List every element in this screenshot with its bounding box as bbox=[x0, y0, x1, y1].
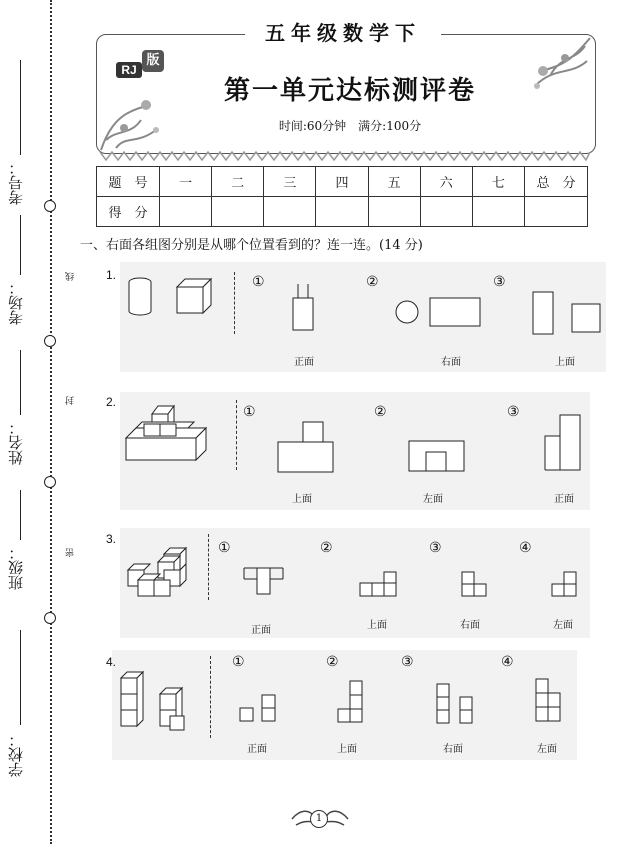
divider-dashed bbox=[236, 400, 237, 470]
edition-badge: 版 bbox=[142, 50, 164, 72]
floral-ornament-right bbox=[525, 36, 593, 116]
option-mark-3: ③ bbox=[507, 404, 520, 420]
table-cell: 五 bbox=[368, 167, 420, 197]
decorative-zigzag-border bbox=[100, 150, 590, 162]
table-row bbox=[97, 197, 588, 227]
option-mark-1: ① bbox=[232, 654, 245, 670]
page-number: 1 bbox=[310, 810, 328, 828]
table-cell: 四 bbox=[316, 167, 368, 197]
score-table bbox=[96, 166, 588, 227]
q4-view-4 bbox=[533, 676, 565, 726]
q3-view-1 bbox=[242, 565, 287, 600]
name-label: 姓名： bbox=[7, 420, 25, 465]
view-label: 右面 bbox=[443, 744, 463, 755]
q1-view-1 bbox=[290, 282, 320, 332]
divider-dashed bbox=[234, 272, 235, 334]
table-cell: 总 分 bbox=[525, 167, 588, 197]
table-cell: 得 分 bbox=[97, 197, 160, 227]
table-cell: 七 bbox=[472, 167, 524, 197]
score-input-cell[interactable] bbox=[472, 197, 524, 227]
q4-view-2 bbox=[335, 678, 367, 726]
option-mark-2: ② bbox=[374, 404, 387, 420]
option-mark-4: ④ bbox=[501, 654, 514, 670]
school-label: 学校： bbox=[7, 732, 25, 777]
option-mark-1: ① bbox=[218, 540, 231, 556]
page-title: 第一单元达标测评卷 bbox=[223, 76, 476, 106]
binding-char-xian: 线 bbox=[66, 272, 76, 281]
rj-badge: RJ bbox=[116, 62, 142, 78]
q3-view-2 bbox=[358, 570, 403, 600]
option-mark-2: ② bbox=[366, 274, 379, 290]
score-input-cell[interactable] bbox=[316, 197, 368, 227]
option-mark-2: ② bbox=[326, 654, 339, 670]
exam-room-label: 考场： bbox=[7, 280, 25, 325]
table-cell: 一 bbox=[160, 167, 212, 197]
q2-view-1 bbox=[276, 420, 336, 475]
q4-solid-figure bbox=[118, 668, 198, 736]
binding-char-feng: 封 bbox=[66, 396, 76, 405]
table-cell: 题 号 bbox=[97, 167, 160, 197]
name-blank bbox=[20, 350, 21, 415]
score-input-cell[interactable] bbox=[212, 197, 264, 227]
class-label: 班级： bbox=[7, 545, 25, 590]
option-mark-3: ③ bbox=[401, 654, 414, 670]
q4-view-1 bbox=[238, 690, 280, 725]
binding-hole bbox=[44, 612, 56, 624]
view-label: 上面 bbox=[292, 494, 312, 505]
q2-view-3 bbox=[542, 412, 587, 474]
question-3-number: 3. bbox=[106, 532, 117, 546]
divider-dashed bbox=[208, 534, 209, 600]
q4-view-3 bbox=[434, 681, 476, 727]
view-label: 右面 bbox=[460, 620, 480, 631]
binding-hole bbox=[44, 335, 56, 347]
view-label: 正面 bbox=[294, 357, 314, 368]
view-label: 左面 bbox=[423, 494, 443, 505]
view-label: 正面 bbox=[554, 494, 574, 505]
q3-solid-figure bbox=[124, 540, 199, 605]
option-mark-3: ③ bbox=[429, 540, 442, 556]
binding-hole bbox=[44, 200, 56, 212]
option-mark-1: ① bbox=[243, 404, 256, 420]
view-label: 上面 bbox=[337, 744, 357, 755]
score-input-cell[interactable] bbox=[368, 197, 420, 227]
divider-dashed bbox=[210, 656, 211, 738]
binding-hole bbox=[44, 476, 56, 488]
view-label: 右面 bbox=[441, 357, 461, 368]
view-label: 正面 bbox=[251, 625, 271, 636]
question-2-number: 2. bbox=[106, 395, 117, 409]
school-blank bbox=[20, 630, 21, 725]
exam-number-label: 考号： bbox=[7, 160, 25, 205]
q2-view-2 bbox=[406, 438, 468, 474]
option-mark-3: ③ bbox=[493, 274, 506, 290]
exam-number-blank bbox=[20, 60, 21, 155]
view-label: 左面 bbox=[537, 744, 557, 755]
score-input-cell[interactable] bbox=[420, 197, 472, 227]
q1-view-3 bbox=[530, 290, 605, 335]
question-1-number: 1. bbox=[106, 268, 117, 282]
score-input-cell[interactable] bbox=[264, 197, 316, 227]
q1-solids-figure bbox=[125, 275, 225, 320]
q1-view-2 bbox=[395, 295, 485, 330]
option-mark-2: ② bbox=[320, 540, 333, 556]
view-label: 上面 bbox=[555, 357, 575, 368]
section-1-title: 一、右面各组图分别是从哪个位置看到的？连一连。(14 分) bbox=[80, 238, 423, 253]
class-blank bbox=[20, 490, 21, 540]
table-cell: 六 bbox=[420, 167, 472, 197]
table-cell: 三 bbox=[264, 167, 316, 197]
option-mark-4: ④ bbox=[519, 540, 532, 556]
table-cell: 二 bbox=[212, 167, 264, 197]
option-mark-1: ① bbox=[252, 274, 265, 290]
view-label: 左面 bbox=[553, 620, 573, 631]
score-input-cell[interactable] bbox=[525, 197, 588, 227]
question-4-number: 4. bbox=[106, 655, 117, 669]
time-score-info: 时间:60分钟 满分:100分 bbox=[278, 119, 422, 133]
q2-solid-figure bbox=[122, 402, 222, 464]
q3-view-4 bbox=[550, 570, 580, 600]
exam-room-blank bbox=[20, 215, 21, 275]
q3-view-3 bbox=[460, 570, 490, 600]
view-label: 上面 bbox=[367, 620, 387, 631]
binding-char-mi: 密 bbox=[66, 548, 76, 557]
binding-dotted-line bbox=[50, 0, 52, 844]
score-input-cell[interactable] bbox=[160, 197, 212, 227]
table-row bbox=[97, 167, 588, 197]
grade-subject-title: 五年级数学下 bbox=[245, 20, 441, 46]
view-label: 正面 bbox=[247, 744, 267, 755]
